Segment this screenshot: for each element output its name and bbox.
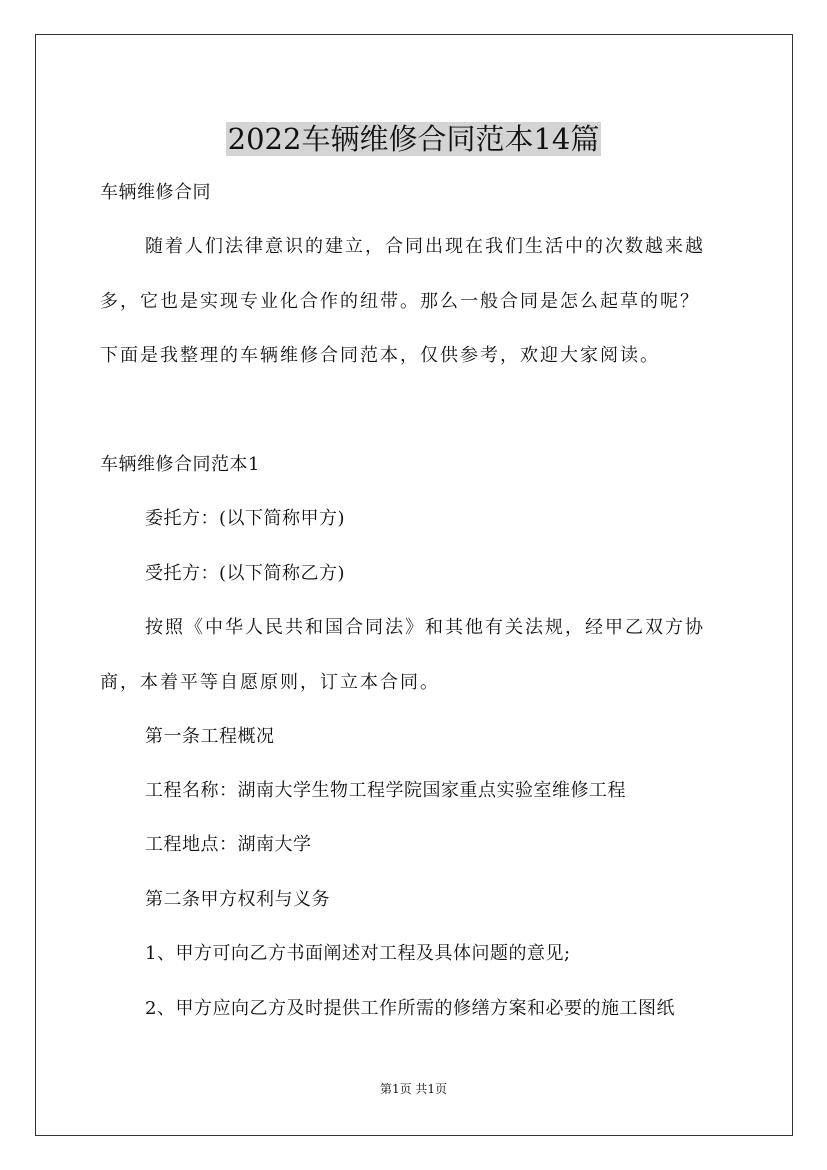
- section-heading: 车辆维修合同范本1: [100, 454, 260, 475]
- paragraph-line: 多，它也是实现专业化合作的纽带。那么一般合同是怎么起草的呢？: [100, 291, 700, 312]
- paragraph-line: 随着人们法律意识的建立，合同出现在我们生活中的次数越来越: [145, 236, 705, 257]
- paragraph-line: 工程名称：湖南大学生物工程学院国家重点实验室维修工程: [145, 780, 626, 801]
- clause-heading: 第二条甲方权利与义务: [145, 889, 330, 910]
- section-heading: 车辆维修合同: [100, 182, 211, 203]
- list-item: 2、甲方应向乙方及时提供工作所需的修缮方案和必要的施工图纸: [145, 998, 675, 1019]
- paragraph-line: 下面是我整理的车辆维修合同范本，仅供参考，欢迎大家阅读。: [100, 345, 660, 366]
- paragraph-line: 工程地点：湖南大学: [145, 834, 312, 855]
- clause-heading: 第一条工程概况: [145, 726, 275, 747]
- paragraph-line: 商，本着平等自愿原则，订立本合同。: [100, 672, 440, 693]
- list-item: 1、甲方可向乙方书面阐述对工程及具体问题的意见;: [145, 943, 571, 964]
- document-title: [0, 119, 827, 159]
- paragraph-line: 按照《中华人民共和国合同法》和其他有关法规，经甲乙双方协: [145, 617, 705, 638]
- paragraph-line: 受托方：(以下简称乙方): [145, 563, 346, 584]
- paragraph-line: 委托方：(以下简称甲方): [145, 508, 346, 529]
- page-footer: 第1页 共1页: [379, 1082, 448, 1096]
- document-title-text: 2022车辆维修合同范本14篇: [227, 122, 600, 157]
